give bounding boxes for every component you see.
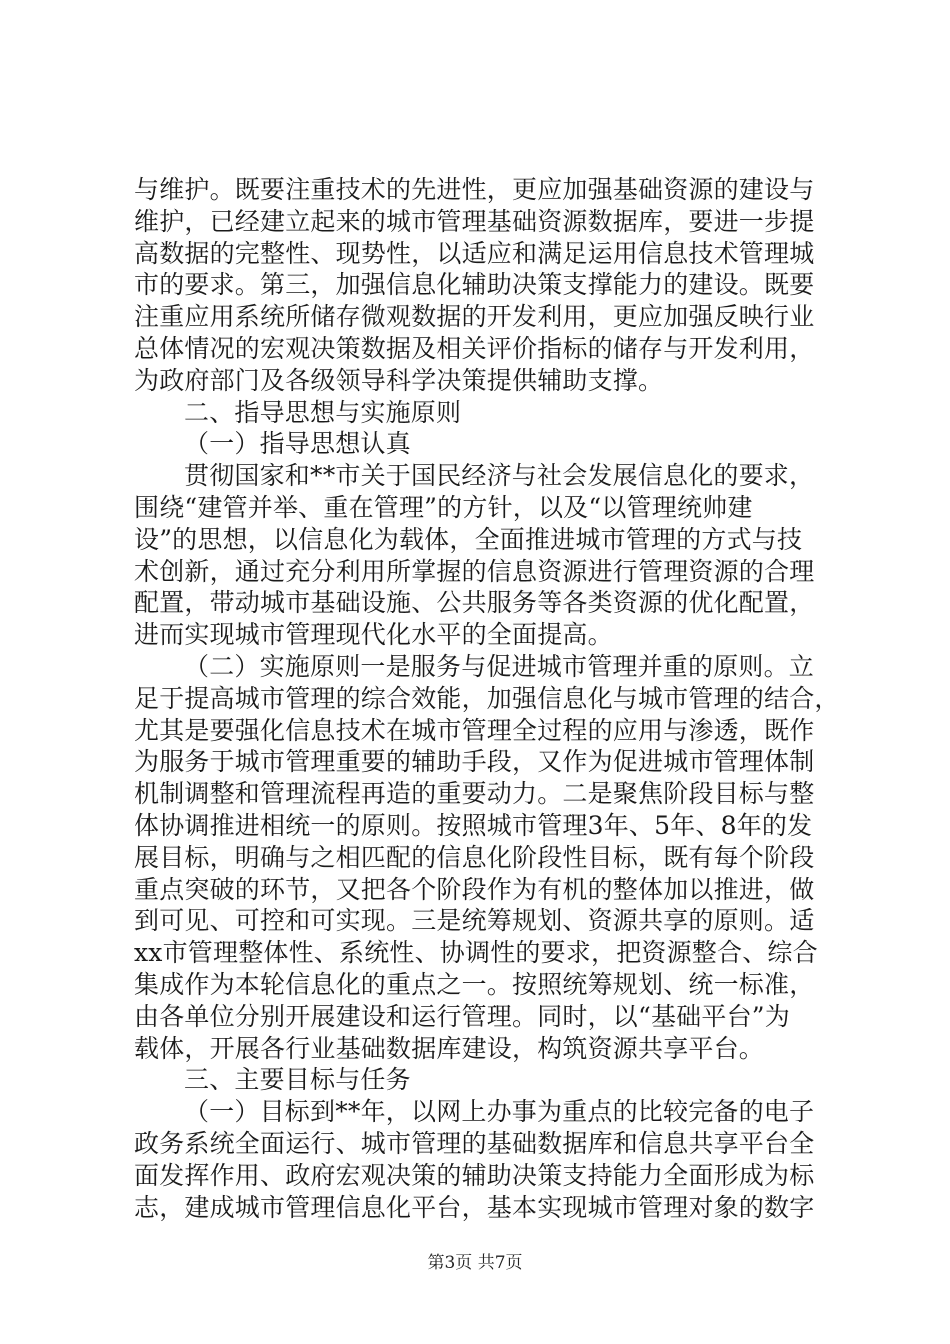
text-line: 术创新，通过充分利用所掌握的信息资源进行管理资源的合理 bbox=[134, 556, 815, 586]
section-heading: 三、主要目标与任务 bbox=[184, 1065, 411, 1095]
text-line: 面发挥作用、政府宏观决策的辅助决策支持能力全面形成为标 bbox=[134, 1160, 815, 1190]
text-line: 为服务于城市管理重要的辅助手段，又作为促进城市管理体制 bbox=[134, 747, 815, 777]
text-line: 为政府部门及各级领导科学决策提供辅助支撑。 bbox=[134, 365, 664, 395]
text-line: 机制调整和管理流程再造的重要动力。二是聚焦阶段目标与整 bbox=[134, 779, 815, 809]
text-line: 志，建成城市管理信息化平台，基本实现城市管理对象的数字 bbox=[134, 1192, 815, 1222]
text-line: 注重应用系统所储存微观数据的开发利用，更应加强反映行业 bbox=[134, 302, 815, 332]
subsection-heading: （一）指导思想认真 bbox=[184, 429, 411, 459]
text-line: 围绕“建管并举、重在管理”的方针，以及“以管理统帅建 bbox=[134, 492, 753, 522]
text-line: 配置，带动城市基础设施、公共服务等各类资源的优化配置， bbox=[134, 588, 815, 618]
text-line: 贯彻国家和**市关于国民经济与社会发展信息化的要求， bbox=[184, 461, 815, 491]
text-line: 市的要求。第三，加强信息化辅助决策支撑能力的建设。既要 bbox=[134, 270, 815, 300]
text-line: 尤其是要强化信息技术在城市管理全过程的应用与渗透，既作 bbox=[134, 715, 815, 745]
text-line: （二）实施原则一是服务与促进城市管理并重的原则。立 bbox=[184, 651, 815, 681]
section-heading: 二、指导思想与实施原则 bbox=[184, 397, 462, 427]
text-line: 集成作为本轮信息化的重点之一。按照统筹规划、统一标准， bbox=[134, 969, 815, 999]
text-line: 设”的思想，以信息化为载体，全面推进城市管理的方式与技 bbox=[134, 524, 803, 554]
document-body bbox=[134, 174, 840, 1223]
text-line: 载体，开展各行业基础数据库建设，构筑资源共享平台。 bbox=[134, 1033, 765, 1063]
page-number-footer: 第3页 共7页 bbox=[427, 1253, 523, 1273]
text-line: 与维护。既要注重技术的先进性，更应加强基础资源的建设与 bbox=[134, 175, 815, 204]
text-line: 体协调推进相统一的原则。按照城市管理3年、5年、8年的发 bbox=[134, 810, 813, 840]
text-line: 足于提高城市管理的综合效能，加强信息化与城市管理的结合， bbox=[134, 683, 840, 713]
text-line: 由各单位分别开展建设和运行管理。同时，以“基础平台”为 bbox=[134, 1001, 790, 1031]
text-line: xx市管理整体性、系统性、协调性的要求，把资源整合、综合 bbox=[134, 938, 818, 968]
text-line: 重点突破的环节，又把各个阶段作为有机的整体加以推进，做 bbox=[134, 874, 815, 904]
text-line: 维护，已经建立起来的城市管理基础资源数据库，要进一步提 bbox=[134, 206, 815, 236]
text-line: （一）目标到**年，以网上办事为重点的比较完备的电子 bbox=[184, 1097, 815, 1127]
text-line: 展目标，明确与之相匹配的信息化阶段性目标，既有每个阶段 bbox=[134, 842, 815, 872]
text-line: 进而实现城市管理现代化水平的全面提高。 bbox=[134, 620, 613, 650]
text-line: 总体情况的宏观决策数据及相关评价指标的储存与开发利用， bbox=[134, 333, 815, 363]
text-line: 政务系统全面运行、城市管理的基础数据库和信息共享平台全 bbox=[134, 1128, 815, 1158]
text-line: 到可见、可控和可实现。三是统筹规划、资源共享的原则。适 bbox=[134, 906, 815, 936]
text-line: 高数据的完整性、现势性，以适应和满足运用信息技术管理城 bbox=[134, 238, 815, 268]
